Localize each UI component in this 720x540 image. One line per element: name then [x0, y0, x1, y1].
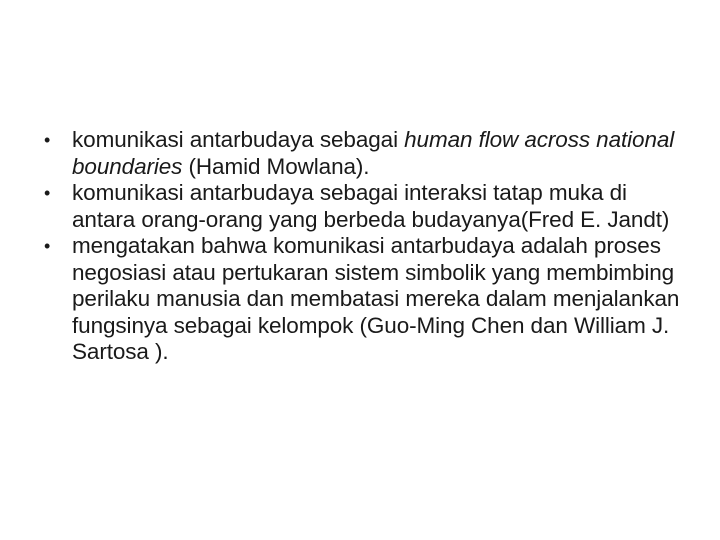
- bullet-text: mengatakan bahwa komunikasi antarbudaya adalah proses negosiasi atau pertukaran sistem simbolik yang membimbing perilaku manusia dan membatasi mereka dalam menjalankan fungsinya sebagai kelompok (Guo-Ming Chen dan William J. Sartosa ).: [72, 233, 680, 364]
- bullet-text: komunikasi antarbudaya sebagai interaksi tatap muka di antara orang-orang yang berbeda budayanya(Fred E. Jandt): [72, 180, 670, 232]
- slide-content: [36, 127, 696, 366]
- bullet-text-italic: human flow across national boundaries: [72, 127, 675, 179]
- bullet-list: [36, 127, 696, 366]
- bullet-icon: •: [44, 236, 51, 256]
- bullet-item-chen-sartosa: [36, 233, 696, 366]
- bullet-icon: •: [44, 130, 51, 150]
- bullet-item-mowlana: [36, 127, 696, 180]
- bullet-text-start: komunikasi antarbudaya sebagai: [72, 127, 405, 152]
- bullet-text-end: (Hamid Mowlana).: [182, 153, 370, 179]
- bullet-icon: •: [44, 183, 51, 203]
- bullet-item-jandt: [36, 180, 696, 233]
